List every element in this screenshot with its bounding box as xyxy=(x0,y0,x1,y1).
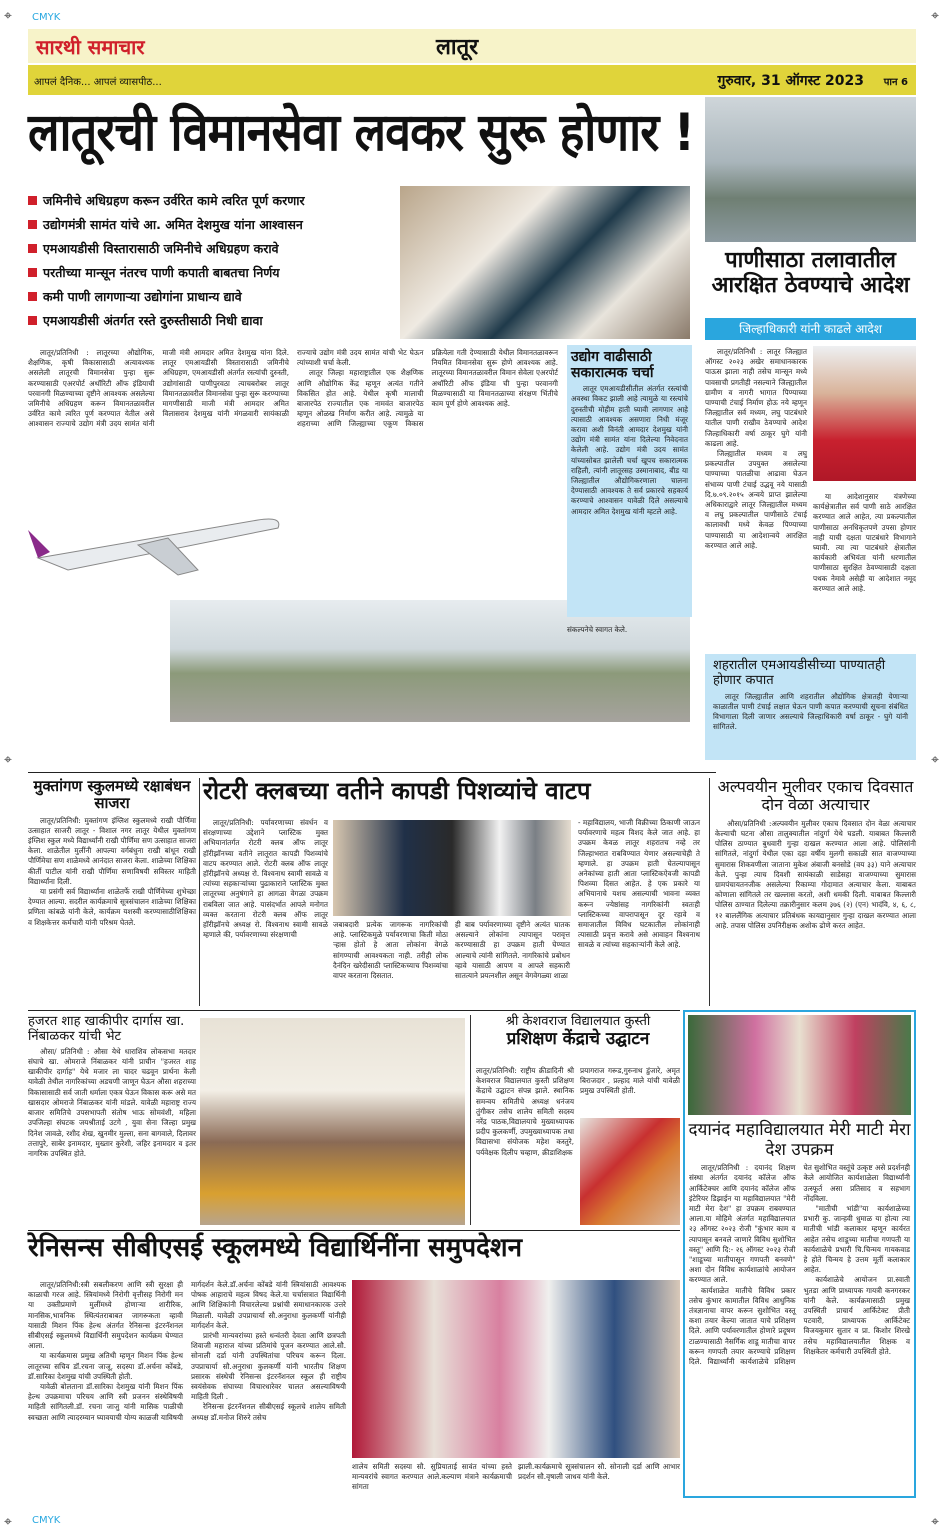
page-number: पान 6 xyxy=(883,77,908,88)
cmyk-mark-top: CMYK xyxy=(32,12,61,23)
rotary-photo xyxy=(333,820,571,916)
dam-photo xyxy=(705,97,916,242)
dateline-band xyxy=(28,65,916,95)
water-headline: पाणीसाठा तलावातील आरक्षित ठेवण्याचे आदेश xyxy=(711,248,910,299)
bullet-item: परतीच्या मान्सून नंतरच पाणी कपाती बाबतचा निर्णय xyxy=(28,264,398,288)
udyog-body: लातूर एमआयडीसीतील अंतर्गत रस्त्यांची अवस्था विकट झाली आहे त्यामुळे या रस्त्यांचे दुरुस्तीची मोहीम हाती घ्यावी लागणार आहे त्यासाठी आवश्यक असणारा निधी मंजूर करावा अशी विनंती आमदार देशमुख यांनी उद्योग मंत्री सामंत यांना दिलेल्या निवेदनात केलेली आहे. उद्योग मंत्री उदय सामंत यांच्यासोबत झालेली चर्चा खूपच सकारात्मक राहिली, त्यांनी लातूरसह उस्मानाबाद, बीड या जिल्ह्यातील औद्योगिकरणाला चालना देण्यासाठी आवश्यक ते सर्व प्रकारचे सहकार्य करण्याचे आश्वासन यावेळी दिले असल्याचे आमदार अमित देशमुख यांनी म्हटले आहे. xyxy=(571,384,688,516)
muktangan-headline: मुक्तांगण स्कुलमध्ये रक्षाबंधन साजरा xyxy=(33,777,191,813)
crime-headline: अल्पवयीन मुलीवर एकाच दिवसात दोन वेळा अत्याचार xyxy=(717,777,914,815)
wrestling-photo xyxy=(580,1118,680,1225)
dayanand-headline: दयानंद महाविद्यालयात मेरी माटी मेरा देश उपक्रम xyxy=(688,1120,911,1160)
rotary-col-4: - महाविद्यालय, भाजी विक्रीच्या ठिकाणी जाऊन पर्यावरणाचे महत्व विशद केले जात आहे. हा उपक्रम केवळ लातूर शहरातच नव्हे तर जिल्हाभरात राबविण्यात येणार असल्याचेही ते म्हणाले. हा उपक्रम हाती घेतल्यापासून अनेकांच्या हाती आता प्लास्टिकऐवजी कापडी पिशव्या दिसत आहेत. हे एक प्रकारे या अभियानाचे यशच असल्याची भावना व्यक्त करून ज्येष्ठांसह नागरिकांनी स्वतःही प्लास्टिकच्या वापरापासून दूर रहावे व समाजातील विविध घटकातील लोकांनाही त्यासाठी प्रवृत्त करावे असे आवाहन विश्वनाथ सावळे व त्यांच्या सहकाऱ्यांनी केले आहे. xyxy=(578,818,700,950)
midc-water-box xyxy=(705,654,916,760)
dayanand-body: लातूर/प्रतिनिधी : दयानंद शिक्षण संस्था अंतर्गत दयानंद कॉलेज ऑफ आर्किटेक्चर आणि दयानंद कॉलेज ऑफ इंटेरियर डिझाईन या महाविद्यालयात "मेरी माटी मेरा देश" हा उपक्रम राबवण्यात आला.या मोहिमे अंतर्गत महाविद्यालयात २३ ऑगस्ट २०२३ रोजी "कुंभार काम व त्यापासून बनवले जाणारे विविध सुशोभित वस्तू" आणि दि:- २६ ऑगस्ट २०२३ रोजी "शाडूच्या मातीपासून गणपती बनवणे" अशा दोन विविध कार्यशाळांचे आयोजन करण्यात आले. कार्यशाळेत मातीचे विविध प्रकार तसेच कुंभार कामातील विविध आधुनिक तंत्रज्ञानाचा वापर करून सुशोभित वस्तू कशा तयार केल्या जातात याचे प्रशिक्षण दिले. आणि पर्यावरणातील होणारे प्रदूषण टाळण्यासाठी नैसर्गिक शाडू मातीचा वापर करून गणपती तयार करण्याचे प्रशिक्षण दिले. विद्यार्थ्यांनी कार्यशाळेचे प्रशिक्षण घेत सुशोभित वस्तूंचे उत्कृष्ट असे प्रदर्शनही केले आयोजित कार्यशाळेला विद्यार्थ्यांनी उत्स्फूर्त असा प्रतिसाद व सहभाग नोंदविला. "मातीची भांडी"या कार्यशाळेच्या प्रभारी कु. जान्हवी धुमाळ या होत्या त्या मातीची भांडी कलाकार म्हणून कार्यरत आहेत तसेच शाडूच्या मातीचा गणपती या कार्यशाळेचे प्रभारी चि.चिन्मय गायकवाड हे होते चिन्मय हे उत्तम मूर्ती कलाकार आहेत. कार्यशाळेचे आयोजन प्रा.स्वाती भुतडा आणि प्राध्यापक गायत्री कनगरकर यांनी केले. कार्यक्रमासाठी प्रमुख उपस्थिती प्राचार्य आर्किटेक्ट प्रीती पटवारी, प्राध्यापक आर्किटेक्ट विजयकुमार सुतार व प्रा. किशोर शिरखे तसेच महाविद्यालयातील शिक्षक व शिक्षकेतर कर्मचारी उपस्थिती होते. xyxy=(689,1163,910,1366)
registration-mark-icon: ⌖ xyxy=(931,8,939,24)
airport-photo xyxy=(170,600,690,722)
meeting-photo xyxy=(400,186,690,339)
rotary-headline-box xyxy=(203,778,701,814)
wrestling-col-1: लातूर/प्रतिनिधी: राष्ट्रीय क्रीडादिनी श्री केशवराज विद्यालयात कुस्ती प्रशिक्षण केंद्राचे उद्घाटन संपन्न झाले. स्थानिक समन्वय समितीचे अध्यक्ष धनंजय तुंगीकर तसेच शालेय समिती सदस्य नरेंद्र पाठक,विद्यालयाचे मुख्याध्यापक प्रदीप कुलकर्णी, उपमुख्याध्यापक तथा विद्यासभा संयोजक महेश कस्तुरे, पर्यवेक्षक दिलीप चव्हाण, क्रीडाशिक्षक xyxy=(476,1066,574,1157)
registration-mark-icon: ⌖ xyxy=(931,752,939,768)
water-body-1: लातूर/प्रतिनिधी : लातूर जिल्ह्यात ऑगस्ट २०२३ अखेर समाधानकारक पाऊस झाला नाही तसेच मान्सून मध्ये पावसाची प्रगतीही नसल्याने जिल्ह्यातील ग्रामीण व नागरी भागात पिण्याच्या पाण्याची टंचाई निर्माण होऊ नये म्हणून जिल्ह्यातील सर्व मध्यम, लघु पाटबंधारे यातील पाणी राखीव ठेवण्याचे आदेश जिल्हाधिकारी वर्षा ठाकूर घुगे यांनी काढला आहे. जिल्ह्यातील मध्यम व लघु प्रकल्पातील उपयुक्त असलेल्या पाण्याच्या पातळीचा आढावा घेऊन संभाव्य पाणी टंचाई उद्भवू नये यासाठी दि.७.०९.२०१५ अन्वये प्राप्त झालेल्या अधिकाराद्वारे लातूर जिल्ह्यातील मध्यम व लघु प्रकल्पातील पाणीसाठे टंचाई कालावधी मध्ये केवळ पिण्याच्या पाण्यासाठी या आदेशान्वये आरक्षित करण्यात आले आहे. xyxy=(705,347,807,550)
bullet-item: कमी पाणी लागणाऱ्या उद्योगांना प्राधान्य द्यावे xyxy=(28,288,398,312)
muktangan-article: मुक्तांगण स्कुलमध्ये रक्षाबंधन साजरा लातूर/प्रतिनिधी: मुक्तांगण इंग्लिश स्कुलमध्ये राखी पौर्णिमा उत्साहात साजरी लातूर - विशाल नगर लातूर येथील मुक्तांगण इंग्लिश स्कुल मध्ये विद्यार्थ्यांनी राखी पौर्णिमा सण उत्साहात साजरा केला. शाळेतील मुलींनी आपल्या वर्गबंधुना राखी बांधून राखी पौर्णिमेचा सण शाळेमध्ये आनंदात साजरा केला. शाळेच्या शिक्षिका कीर्ती पाटील यांनी राखी पौर्णिमा सणाविषयी सविस्तर माहिती विद्यार्थ्यांना दिली. या प्रसंगी सर्व विद्यार्थ्यांना शाळेतर्फे राखी पौर्णिमेच्या शुभेच्छा देण्यात आल्या. सदरील कार्यक्रमाचे सूत्रसंचालन शाळेच्या शिक्षिका प्रणिता कांबळे यांनी केले, कार्यक्रम यशस्वी करण्यासाठीशिक्षिका व शिक्षकेत्तर कर्मचारी यांनी परिश्रम घेतले. xyxy=(28,777,196,927)
udyog-headline: उद्योग वाढीसाठी सकारात्मक चर्चा xyxy=(571,349,654,382)
midc-headline: शहरातील एमआयडीसीच्या पाण्यातही होणार कपात xyxy=(713,658,886,688)
issue-date: गुरुवार, 31 ऑगस्ट 2023 xyxy=(717,73,864,89)
registration-mark-icon: ⌖ xyxy=(4,752,12,768)
dargah-body: औसा/ प्रतिनिधी : औसा येथे धाराशिव लोकसभा मतदार संघाचे खा. ओमराजे निंबाळकर यांनी प्राचीन "हजरत शाह खाकीपीर दार्गाह" येथे मजार ला चादर चढवून प्रार्थना केली यावेळी तेथील नागरिकांच्या अडचणी जाणून घेऊन औसा शहराच्या विकासासाठी सर्व जाती धर्माला एकत्र घेऊन विकास करू असे मत खासदार ओमराजे निंबाळकर यांनी मांडले. यावेळी महाराष्ट्र राज्य बाजार समितिचे उपसभापती संतोष भाऊ सोमवंशी, महिला उपजिल्हा संघटक जयश्रीताई उटगे , युवा सेना जिल्हा प्रमुख दिनेश जावळे, रशीद शेख, खुनमीर मुल्ला, सना बागवाले, दिलावर तत्तापुरे, साबेर इनामदार, मुख्तार कुरेशी, जहिर इनामदार व इतर नागरिक उपस्थित होते. xyxy=(28,1046,196,1158)
water-banner: जिल्हाधिकारी यांनी काढले आदेश xyxy=(705,318,916,340)
dayanand-box xyxy=(683,1010,916,1498)
bullet-item: एमआयडीसी विस्तारासाठी जमिनीचे अधिग्रहण करावे xyxy=(28,240,398,264)
dargah-article xyxy=(28,1015,196,1159)
crime-article xyxy=(715,778,916,931)
rotary-headline: रोटरी क्लबच्या वतीने कापडी पिशव्यांचे वाटप xyxy=(203,777,591,805)
bullet-item: एमआयडीसी अंतर्गत रस्ते दुरुस्तीसाठी निधी द्यावा xyxy=(28,312,398,336)
udyog-sidebar-box xyxy=(567,345,692,617)
wrestling-headline-1: श्री केशवराज विद्यालयात कुस्ती xyxy=(505,1014,651,1029)
rotary-col-2: जबाबदारी प्रत्येक जागरूक नागरिकांची आहे. प्लास्टिकमुळे पर्यावरणाचा किती मोठा ऱ्हास होतो हे आता लोकांना वेगळे सांगण्याची आवश्यकता नाही. तरीही लोक दैनंदिन खरेदीसाठी प्लास्टिकच्याच पिशव्यांचा वापर करताना दिसतात. xyxy=(333,920,448,981)
dargah-headline: हजरत शाह खाकीपीर दार्गास खा. निंबाळकर यांची भेट xyxy=(28,1014,185,1044)
lead-bullets xyxy=(28,192,398,336)
dayanand-photo xyxy=(688,1015,911,1115)
renaissance-body: लातूर/प्रतिनिधी:स्त्री सबलीकरण आणि स्त्री सुरक्षा ही काळाची गरज आहे. स्त्रियांमध्ये निरोगी वृत्तीसह निरोगी मन या उक्तीप्रमाणे मुलींमध्ये होणाऱ्या शारीरिक, मानसिक,भावनिक स्थित्यंतराबाबत जागरूकता व्हावी यासाठी मिशन पिंक हेल्थ अंतर्गत रेनिसन्स इंटरनॅशनल सीबीएसई स्कूलमध्ये विद्यार्थिनी समुपदेशन कार्यक्रम घेण्यात आला. या कार्यक्रमास प्रमुख अतिथी म्हणून मिशन पिंक हेल्थ लातूरच्या सचिव डॉ.रचना जाजू, सदस्या डॉ.अर्चना कोंबडे, डॉ.सारिका देशमुख यांची उपस्थिती होती. यावेळी बोलताना डॉ.सारिका देशमुख यांनी मिशन पिंक हेल्थ उपक्रमाचा परिचय आणि स्त्री प्रजनन संस्थेविषयी माहिती सांगितली.डॉ. रचना जाजु यांनी मासिक पाळीची स्वच्छता आणि त्यादरम्यान घ्यावयाची योग्य काळजी याविषयी मार्गदर्शन केले.डॉ.अर्चना कोंबडे यांनी स्त्रियांसाठी आवश्यक पोषक आहाराचे महत्व विषद केले.या चर्चासत्रात विद्यार्थिनी आणि शिक्षिकांनी विचारलेल्या प्रश्नांची समाधानकारक उत्तरे मिळाली. यावेळी उपप्राचार्या सौ.अनुराधा कुलकर्णी यांनीही मार्गदर्शन केले. प्रारंभी मान्यवरांच्या हस्ते धन्वंतरी देवता आणि छत्रपती शिवाजी महाराज यांच्या प्रतिमांचे पूजन करण्यात आले.सौ. सोनाली दर्डा यांनी उपस्थितांचा परिचय करून दिला. उपप्राचार्या सौ.अनुराधा कुलकर्णी यांनी भारतीय शिक्षण प्रसारक संस्थेची रेनिसन्स इंटरनॅशनल स्कूल ही राष्ट्रीय स्वयंसेवक संघाच्या विचारधारेवर चालत असल्याविषयी माहिती दिली . रेनिसन्स इंटरनॅशनल सीबीएसई स्कूलचे शालेय समिती अध्यक्ष डॉ.मनोज शिरुरे तसेच xyxy=(28,1280,346,1422)
paper-name-logo: सारथी समाचार xyxy=(36,35,145,59)
crime-body: औसा/प्रतिनिधी :अल्पवयीन मुलीवर एकाच दिवसात दोन वेळा अत्याचार केल्याची घटना औसा तालुक्यातील नांदुर्गा येथे घडली. याबाबत किल्लारी पोलिस ठाण्यात बुधवारी गुन्हा दाखल करण्यात आला आहे. पोलिसांनी सांगितले, नांदुर्गा येथील एका दहा वर्षीय मुलगी सकाळी सात वाजण्याच्या सुमारास शिकवणीला जाताना मुकेश अंबाजी बनसोडे (वय ३३) याने अत्याचार केले. पुन्हा त्याच दिवशी सायंकाळी साडेसहा वाजण्याच्या सुमारास ग्रामपंचायतनजीक असलेल्या रिकाम्या गोदामात अत्याचार केला. याबाबत कोणाला सांगितले तर खल्लास करतो, अशी धमकी दिली. याबाबत किल्लारी पोलिस ठाण्यात दिलेल्या तक्रारीनुसार कलम ३७६ (२) (एन) भादंवि, ४, ६, ८, १२ बाललैंगिक अत्याचार प्रतिबंधक कायद्यानुसार गुन्हा दाखल करण्यात आला आहे. तपास पोलिस उपनिरीक्षक अशोक ढोणे करत आहेत. xyxy=(715,818,916,930)
dargah-photo xyxy=(200,1018,465,1225)
renaissance-headline: रेनिसन्स सीबीएसई स्कूलमध्ये विद्यार्थिनींना समुपदेशन xyxy=(28,1233,523,1263)
rotary-col-1: लातूर/प्रतिनिधी: पर्यावरणाच्या संवर्धन व संरक्षणाच्या उद्देशाने प्लास्टिक मुक्त अभियानांतर्गत रोटरी क्लब ऑफ लातूर हॉरीझॉनच्या वतीने लातूरात कापडी पिशव्यांचे वाटप करण्यात आले. रोटरी क्लब ऑफ लातूर हॉरीझॉनचे अध्यक्ष रो. विश्वनाथ स्वामी सावळे व त्यांच्या सहकाऱ्यांच्या पुढाकाराने प्लास्टिक मुक्त लातूरच्या अनुषंगाने हा आगळा वेगळा उपक्रम राबविला जात आहे. यासंदर्भात आपले मनोगत व्यक्त करताना रोटरी क्लब ऑफ लातूर हॉरीझॉनचे अध्यक्ष रो. विश्वनाथ स्वामी सावळे म्हणाले की, पर्यावरणाच्या संरक्षणाची xyxy=(203,818,328,940)
wrestling-col-2: प्रयागराज गरूड,गुरुनाथ डुंजारे, अमृत बिराजदार , प्रल्हाद माले यांची यावेळी प्रमुख उपस्थिती होती. xyxy=(580,1066,680,1096)
midc-body: लातूर जिल्ह्यातील आणि शहरातील औद्योगिक क्षेत्रातही येणाऱ्या काळातील पाणी टंचाई लक्षात घेऊन पाणी कपात करण्याची सूचना संबंधित विभागाला दिली जाणार असल्याचे जिल्हाधिकारी वर्षा ठाकूर - घुगे यांनी सांगितले. xyxy=(713,691,908,732)
edition-name: लातूर xyxy=(436,35,479,60)
wrestling-headline-2: प्रशिक्षण केंद्राचे उद्घाटन xyxy=(506,1028,650,1049)
registration-mark-icon: ⌖ xyxy=(931,1514,939,1530)
masthead xyxy=(28,29,916,63)
wrestling-article xyxy=(476,1015,680,1049)
registration-mark-icon: ⌖ xyxy=(4,8,12,24)
lead-body: लातूर/प्रतिनिधी : लातूरच्या औद्योगिक, शैक्षणिक, कृषी विकासासाठी अत्यावश्यक असलेली लातूरची विमानसेवा पुन्हा सुरू करण्यासाठी एअरपोर्ट अथॉरिटी ऑफ इंडियाची परवानगी मिळण्याच्या दृष्टीने आवश्यक असलेल्या जमिनीचे अधिग्रहण करून विमानतळावरील उर्वरित कामे त्वरित पूर्ण करण्यात येतील असे आश्वासन राज्याचे उद्योग मंत्री उदय सामंत यांनी माजी मंत्री आमदार अमित देशमुख यांना दिले. लातूर एमआयडीसी विस्तारासाठी जमिनीचे अधिग्रहण, एमआयडीसी अंतर्गत रस्त्यांची दुरुस्ती, उद्योगांसाठी पाणीपुरवठा त्याचबरोबर लातूर विमानतळावरील विमानसेवा पुन्हा सुरू करण्याच्या मागणीसाठी माजी मंत्री आमदार अमित विलासराव देशमुख यांनी मंगळवारी सायंकाळी राज्याचे उद्योग मंत्री उदय सामंत यांची भेट घेऊन त्यांच्याशी चर्चा केली. लातूर जिल्हा महाराष्ट्रातील एक शैक्षणिक आणि औद्योगिक केंद्र म्हणून अत्यंत गतीने विकसित होत आहे. येथील कृषी मालाची बाजारपेठ राज्यातील एक नामवंत बाजारपेठ म्हणून ओळख निर्माण करीत आहे. त्यामुळे या शहराच्या आणि जिल्ह्याच्या एकूण विकास प्रक्रियेला गती देण्यासाठी येथील विमानतळावरून नियमित विमानसेवा सुरू होणे आवश्यक आहे. लातूरच्या विमानतळावरील विमान सेवेला एअरपोर्ट अथॉरिटी ऑफ इंडिया ची पुन्हा परवानगी मिळण्यासाठी या विमानतळाच्या संरक्षण भिंतीचे काम पूर्ण होणे आवश्यक आहे. xyxy=(28,348,558,429)
lead-headline: लातूरची विमानसेवा लवकर सुरू होणार ! xyxy=(28,103,695,163)
bullet-item: जमिनीचे अधिग्रहण करून उर्वरित कामे त्वरित पूर्ण करणार xyxy=(28,192,398,216)
airplane-illustration xyxy=(28,500,288,580)
renaissance-headline-box xyxy=(28,1234,680,1274)
renaissance-caption-left: शालेय समिती सदस्या सौ. सुप्रियाताई सावंत यांच्या हस्ते मान्यवरांचे स्वागत करण्यात आले.कल्याण मंत्राने कार्यक्रमाची सांगता xyxy=(352,1462,512,1492)
rotary-col-3: ही बाब पर्यावरणाच्या दृष्टीने अत्यंत घातक असल्याने लोकांना त्यापासून परावृत्त करण्यासाठी हा उपक्रम हाती घेण्यात आल्याचे त्यांनी सांगितले. नागरिकांचे प्रबोधन व्हावे यासाठी आपण व आपले सहकारी सातत्याने प्रयत्नशील असून वेगवेगळ्या शाळा xyxy=(455,920,570,981)
cmyk-mark-bottom: CMYK xyxy=(32,1515,61,1526)
tagline: आपलं दैनिक... आपलं व्यासपीठ... xyxy=(34,77,162,88)
udyog-tail: संकल्पनेचे स्वागत केले. xyxy=(567,625,628,634)
lead-headline-box xyxy=(28,104,694,170)
registration-mark-icon: ⌖ xyxy=(4,1514,12,1530)
renaissance-photo xyxy=(352,1280,680,1458)
renaissance-caption-right: झाली.कार्यक्रमाचे सूत्रसंचालन सौ. सोनाली दर्डा आणि आभार प्रदर्शन सौ.वृषाली जाधव यांनी केले. xyxy=(518,1462,680,1482)
collector-portrait xyxy=(813,346,916,481)
bullet-item: उद्योगमंत्री सामंत यांचे आ. अमित देशमुख यांना आश्वासन xyxy=(28,216,398,240)
water-body-2: या आदेशानुसार यंत्रणेच्या कार्यक्षेत्रातील सर्व पाणी साठे आरक्षित करण्यात आले आहेत, त्या प्रकल्पातील पाणीसाठा अनधिकृतपणे उपसा होणार नाही याची दक्षता पाटबंधारे विभागाने घ्यावी. त्या त्या पाटबंधारे क्षेत्रातील कार्यकारी अभियंता यांनी धरणातील पाणीसाठा सुरक्षित ठेवण्यासाठी दक्षता पथक नेमावे असेही या आदेशात नमूद करण्यात आले आहे. xyxy=(813,492,916,593)
